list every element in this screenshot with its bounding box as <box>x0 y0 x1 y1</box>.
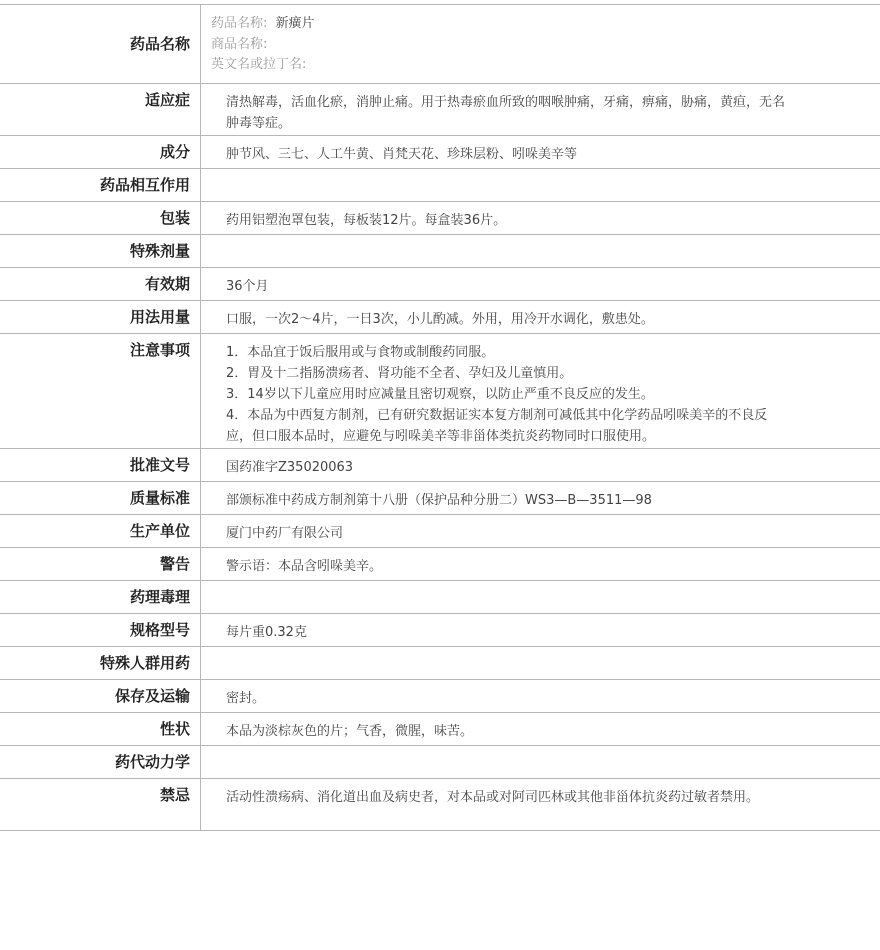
row-label: 规格型号 <box>129 621 190 639</box>
trade-name-line <box>211 35 790 56</box>
row-value: 厦门中药厂有限公司 <box>226 526 344 541</box>
row-value <box>201 581 880 613</box>
row-interactions <box>0 169 880 202</box>
row-label: 药品相互作用 <box>99 176 190 194</box>
trade-name-key: 商品名称: <box>211 36 268 52</box>
row-value: 36个月 <box>226 279 269 294</box>
row-label: 用法用量 <box>129 308 190 326</box>
row-pharmacokinetics <box>0 746 880 779</box>
row-label: 有效期 <box>144 275 190 293</box>
row-label: 特殊人群用药 <box>99 654 190 672</box>
generic-name-key: 药品名称: <box>211 16 268 31</box>
row-value: 警示语：本品含吲哚美辛。 <box>226 559 383 574</box>
row-expiry <box>0 268 880 301</box>
row-label: 生产单位 <box>129 522 190 540</box>
row-label: 性状 <box>159 720 190 738</box>
row-value: 密封。 <box>226 691 266 706</box>
row-package <box>0 202 880 235</box>
generic-name-line <box>211 14 790 35</box>
row-label: 药代动力学 <box>114 753 190 771</box>
row-value: 药用铝塑泡罩包装，每板装12片。每盒装36片。 <box>226 213 507 228</box>
row-label: 警告 <box>159 555 190 573</box>
row-value: 国药准字Z35020063 <box>226 460 354 475</box>
row-value: 肿节风、三七、人工牛黄、肖梵天花、珍珠层粉、吲哚美辛等 <box>226 147 578 162</box>
row-value <box>201 647 880 679</box>
row-value: 每片重0.32克 <box>226 625 307 640</box>
drug-info-table <box>0 4 880 831</box>
row-drug-name <box>0 5 880 84</box>
row-label: 质量标准 <box>129 489 190 507</box>
row-cautions <box>0 334 880 449</box>
row-label: 成分 <box>159 143 190 161</box>
row-value <box>201 235 880 267</box>
row-value: 本品为淡棕灰色的片；气香，微腥，味苦。 <box>226 724 474 739</box>
row-special-groups <box>0 647 880 680</box>
row-contraindications <box>0 779 880 831</box>
row-spec <box>0 614 880 647</box>
row-warning <box>0 548 880 581</box>
row-label: 药理毒理 <box>129 588 190 606</box>
caution-item: 3．14岁以下儿童应用时应减量且密切观察，以防止严重不良反应的发生。 <box>226 387 654 402</box>
caution-item: 1．本品宜于饭后服用或与食物或制酸药同服。 <box>226 345 495 360</box>
row-value: 部颁标准中药成方制剂第十八册（保护品种分册二）WS3—B—3511—98 <box>226 493 652 508</box>
row-appearance <box>0 713 880 746</box>
row-label: 药品名称 <box>129 35 190 53</box>
row-special-dose <box>0 235 880 268</box>
row-standard <box>0 482 880 515</box>
row-label: 包装 <box>159 209 190 227</box>
row-indication <box>0 84 880 136</box>
row-label: 保存及运输 <box>114 687 190 705</box>
row-label: 适应症 <box>144 91 190 109</box>
drug-names <box>201 5 880 83</box>
row-storage <box>0 680 880 713</box>
row-ingredients <box>0 136 880 169</box>
row-usage <box>0 301 880 334</box>
caution-item: 4．本品为中西复方制剂，已有研究数据证实本复方制剂可减低其中化学药品吲哚美辛的不良反应，但口服本品时，应避免与吲哚美辛等非甾体类抗炎药物同时口服使用。 <box>226 408 768 444</box>
cautions-list <box>201 334 880 448</box>
row-label: 禁忌 <box>159 786 190 804</box>
row-label: 特殊剂量 <box>129 242 190 260</box>
row-value: 口服，一次2～4片，一日3次，小儿酌减。外用，用冷开水调化，敷患处。 <box>226 312 654 327</box>
row-value: 活动性溃疡病、消化道出血及病史者，对本品或对阿司匹林或其他非甾体抗炎药过敏者禁用。 <box>226 790 760 805</box>
row-manufacturer <box>0 515 880 548</box>
row-approval <box>0 449 880 482</box>
row-value <box>201 169 880 201</box>
row-toxicology <box>0 581 880 614</box>
row-label: 注意事项 <box>129 341 190 359</box>
latin-name-line <box>211 55 790 76</box>
row-label: 批准文号 <box>129 456 190 474</box>
row-value <box>201 746 880 778</box>
caution-item: 2．胃及十二指肠溃疡者、肾功能不全者、孕妇及儿童慎用。 <box>226 366 573 381</box>
row-value: 清热解毒，活血化瘀，消肿止痛。用于热毒瘀血所致的咽喉肿痛，牙痛，痹痛，胁痛，黄疸，无名肿毒等症。 <box>226 95 786 131</box>
latin-name-key: 英文名或拉丁名: <box>211 57 307 72</box>
generic-name-value: 新癀片 <box>275 16 315 31</box>
